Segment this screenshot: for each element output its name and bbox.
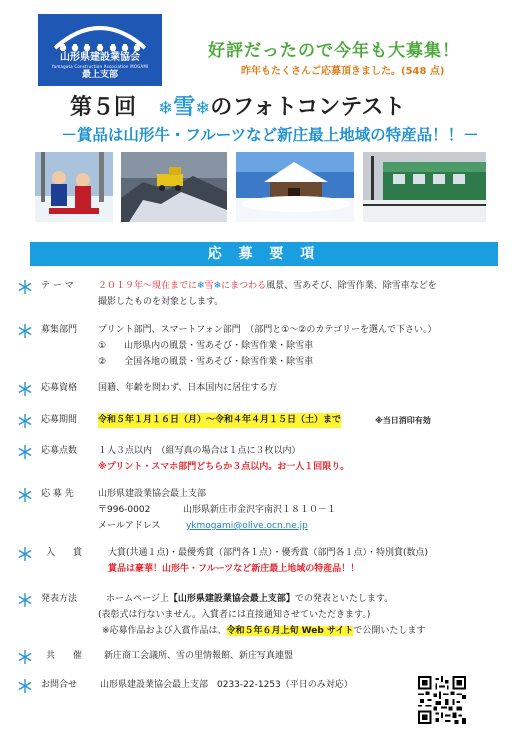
snowflake-icon xyxy=(17,592,33,608)
contest-subtitle: －賞品は山形牛・フルーツなど新庄最上地域の特産品！！－ xyxy=(61,126,479,144)
prize-line-1: 大賞(共通１点)・最優秀賞（部門各１点）・優秀賞（部門各１点）・特別賞(数点) xyxy=(108,548,429,558)
period-note: ※当日消印有効 xyxy=(375,416,431,425)
theme-line-1 xyxy=(98,279,437,294)
eligibility-text: 国籍、年齢を問わず、日本国内に居住する方 xyxy=(98,383,278,393)
theme-snow-word: 雪 xyxy=(204,281,214,291)
label-count: 応募点数 xyxy=(41,446,78,456)
logo-line-2: Yamagata Construction Association MOGAMI xyxy=(51,64,149,69)
arch-emblem-icon xyxy=(51,18,149,52)
cosponsor-text: 新庄商工会議所、雪の里情報館、新庄写真連盟 xyxy=(104,651,294,661)
announce-line-1 xyxy=(106,592,393,607)
snowflake-icon xyxy=(17,444,33,460)
theme-subjects: 風景、雪あそび、除雪作業、除雪車などを xyxy=(266,281,437,291)
subheadline: 昨年もたくさんご応募頂きました。(548 点) xyxy=(241,66,445,77)
headline: 好評だったので今年も大募集！ xyxy=(208,41,460,61)
snowflake-icon xyxy=(17,649,33,665)
photo-children-in-snow xyxy=(35,152,113,222)
photo-snow-covered-house xyxy=(236,152,354,222)
snowflake-icon xyxy=(17,279,33,295)
label-period: 応募期間 xyxy=(41,415,78,425)
category-line-3: ② 全国各地の風景・雪あそび・除雪作業・除雪車 xyxy=(98,357,314,367)
announce-line-2: (表彰式は行ないません。入賞者には直接通知させていただきます。) xyxy=(98,610,371,620)
title-snow-word: 雪 xyxy=(173,95,196,120)
address-mail-label: メールアドレス xyxy=(98,521,161,531)
photo-train-in-snow xyxy=(363,152,486,222)
address-name: 山形県建設業協会最上支部 xyxy=(98,489,207,499)
period-text: 令和５年１月１６日（月）～令和４年４月１５日（土）まで xyxy=(98,413,341,428)
snowflake-icon xyxy=(17,487,33,503)
prize-line-2: 賞品は豪華！山形牛・フルーツなど新庄最上地域の特産品！！ xyxy=(108,564,360,574)
label-announcement: 発表方法 xyxy=(41,594,78,604)
address-street: 山形県新庄市金沢字南沢１８１０－１ xyxy=(183,505,337,515)
label-eligibility: 応募資格 xyxy=(41,383,78,393)
qr-code[interactable] xyxy=(418,676,466,724)
snowflake-icon xyxy=(17,678,33,694)
association-logo xyxy=(38,14,162,86)
label-category: 募集部門 xyxy=(41,325,78,335)
label-cosponsor: 共 催 xyxy=(46,651,83,661)
title-prefix: 第５回 xyxy=(70,95,159,120)
count-line-1: １人３点以内 （組写真の場合は１点に３枚以内） xyxy=(98,446,301,456)
logo-line-1: 山形県建設業協会 xyxy=(60,52,140,63)
label-theme: テ ー マ xyxy=(41,281,74,291)
photo-snow-plow-on-mountain xyxy=(121,152,227,222)
logo-line-3: 最上支部 xyxy=(81,70,118,80)
announce-homepage: ホームページ上 xyxy=(106,594,169,604)
contact-text: 山形県建設業協会最上支部 0233-22-1253（平日のみ対応） xyxy=(100,680,353,690)
snowflake-icon: ❄ xyxy=(158,98,174,119)
count-line-2: ※プリント・スマホ部門どちらか３点以内。お一人１回限り。 xyxy=(98,462,350,472)
announce-publish-end: で公開いたします xyxy=(353,626,426,636)
category-line-2: ① 山形県内の風景・雪あそび・除雪作業・除雪車 xyxy=(98,341,314,351)
announce-publish: ※応募作品および入賞作品は、 xyxy=(102,626,227,636)
address-postal: 〒996-0002 xyxy=(98,505,151,515)
announce-date: 令和５年６月上旬 Web サイト xyxy=(226,626,354,636)
announce-method: での発表といたします。 xyxy=(294,594,394,604)
title-suffix: のフォトコンテスト xyxy=(210,95,406,120)
snowflake-icon: ❄ xyxy=(195,98,211,119)
snowflake-icon: ❄ xyxy=(213,281,222,291)
label-prize: 入 賞 xyxy=(46,548,83,558)
application-guidelines-banner: 応 募 要 項 xyxy=(30,242,498,266)
snowflake-icon xyxy=(17,546,33,562)
announce-line-3 xyxy=(102,624,425,639)
contest-title xyxy=(70,90,470,121)
email-link[interactable]: ykmogami@olive.ocn.ne.jp xyxy=(186,521,308,531)
label-address: 応 募 先 xyxy=(41,489,74,499)
label-contact: お問合せ xyxy=(41,680,78,690)
theme-line-2: 撮影したものを対象とします。 xyxy=(98,297,224,307)
snowflake-icon xyxy=(17,381,33,397)
theme-related: にまつわる xyxy=(221,281,267,291)
snowflake-icon xyxy=(17,413,33,429)
announce-site-name: 【山形県建設業協会最上支部】 xyxy=(168,594,295,604)
snowflake-icon xyxy=(17,323,33,339)
theme-period: ２０１９年～現在までに xyxy=(98,281,198,291)
category-line-1: プリント部門、スマートフォン部門 （部門と①～②のカテゴリーを選んで下さい。） xyxy=(98,325,437,335)
snowflake-icon: ❄ xyxy=(197,281,205,291)
